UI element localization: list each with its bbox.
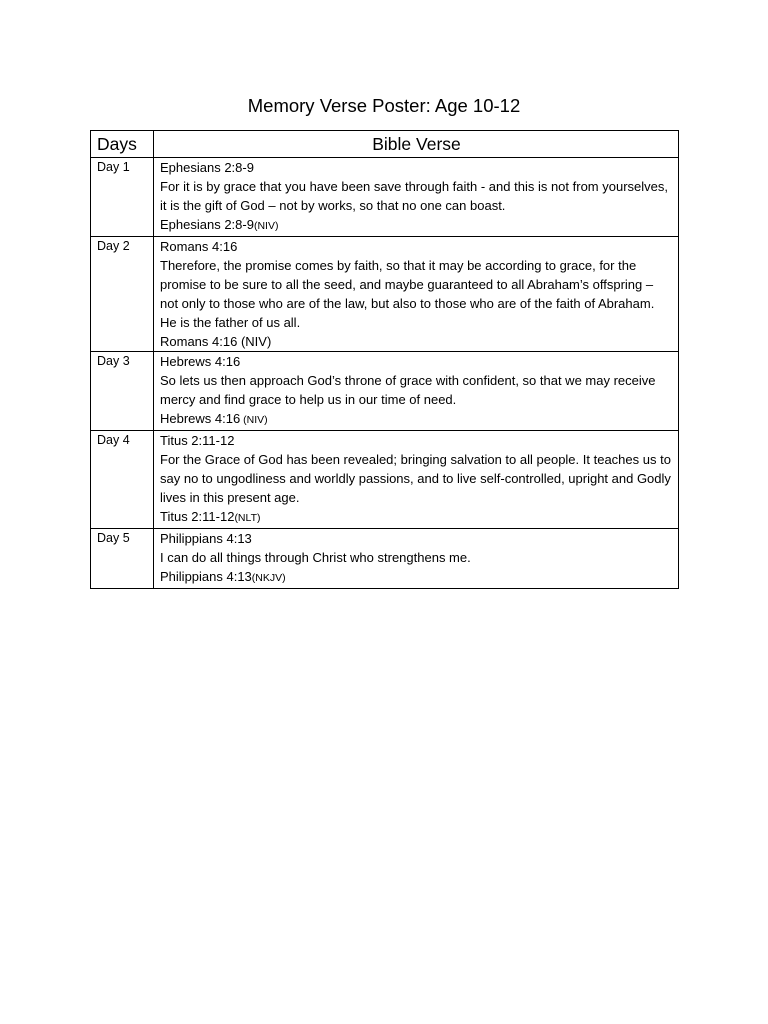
table-row	[91, 352, 679, 431]
table-row	[91, 431, 679, 529]
bible-version: (NLT)	[234, 512, 261, 524]
day-label: Day 1	[91, 158, 154, 237]
citation-reference: Titus 2:11-12	[160, 509, 235, 524]
verse-citation	[160, 215, 673, 236]
verse-text: So lets us then approach God’s throne of grace with confident, so that we may receive mercy and find grace to help us in our time of need.	[160, 373, 656, 407]
verse-text: Therefore, the promise comes by faith, so that it may be according to grace, for the promise to be sure to all the seed, and maybe guaranteed to all Abraham’s offspring – not only to those who are of the law, but also to those who are of the faith of Abraham. He is the father of us all.	[160, 258, 655, 330]
bible-version: (NIV)	[253, 220, 279, 232]
citation-reference: Ephesians 2:8-9	[160, 217, 254, 232]
table-row	[91, 158, 679, 237]
day-label: Day 4	[91, 431, 154, 529]
verse-citation	[160, 567, 673, 588]
verse-cell	[154, 431, 679, 529]
verse-reference: Hebrews 4:16	[160, 354, 241, 369]
day-label: Day 2	[91, 237, 154, 352]
verse-citation	[160, 507, 673, 528]
table-row	[91, 237, 679, 352]
bible-version: (NIV)	[237, 334, 272, 349]
memory-verse-table	[90, 130, 679, 589]
table-row	[91, 529, 679, 589]
verse-reference: Titus 2:11-12	[160, 433, 235, 448]
verse-reference: Philippians 4:13	[160, 531, 252, 546]
bible-version: (NIV)	[240, 414, 268, 426]
verse-citation	[160, 409, 673, 430]
citation-reference: Hebrews 4:16	[160, 411, 241, 426]
verse-citation	[160, 332, 673, 351]
verse-text: For the Grace of God has been revealed; bringing salvation to all people. It teaches us to say no to ungodliness and worldly passions, and to live self-controlled, upright and Godly lives in this present age.	[160, 452, 671, 505]
verse-text: For it is by grace that you have been save through faith - and this is not from yourselves, it is the gift of God – not by works, so that no one can boast.	[160, 179, 668, 213]
day-label: Day 5	[91, 529, 154, 589]
verse-cell	[154, 158, 679, 237]
table-header-row	[91, 131, 679, 158]
verse-reference: Romans 4:16	[160, 239, 238, 254]
citation-reference: Romans 4:16	[160, 334, 238, 349]
header-days: Days	[91, 131, 154, 158]
verse-reference: Ephesians 2:8-9	[160, 160, 254, 175]
verse-cell	[154, 237, 679, 352]
header-bible-verse: Bible Verse	[154, 131, 679, 158]
bible-version: (NKJV)	[251, 572, 286, 584]
verse-cell	[154, 529, 679, 589]
page-title: Memory Verse Poster: Age 10-12	[247, 95, 521, 116]
day-label: Day 3	[91, 352, 154, 431]
verse-cell	[154, 352, 679, 431]
citation-reference: Philippians 4:13	[160, 569, 252, 584]
verse-text: I can do all things through Christ who strengthens me.	[160, 550, 471, 565]
